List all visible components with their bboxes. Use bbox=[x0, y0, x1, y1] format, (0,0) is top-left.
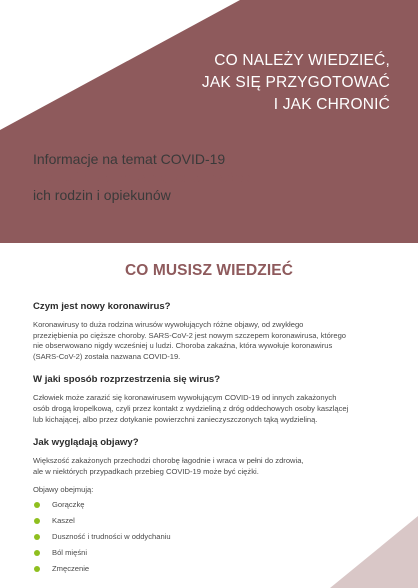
question-heading-1: Czym jest nowy koronawirus? bbox=[33, 301, 171, 312]
header-title-line-2: JAK SIĘ PRZYGOTOWAĆ bbox=[201, 74, 390, 91]
symptom-label: Kaszel bbox=[52, 516, 75, 526]
answer-1-line-1: Koronawirusy to duża rodzina wirusów wywołujących różne objawy, od zwykłego bbox=[33, 320, 304, 329]
question-heading-3: Jak wyglądają objawy? bbox=[33, 437, 139, 449]
answer-1-line-2: przeziębienia po cięższe choroby. SARS-CoV-2 jest nowym szczepem koronawirusa, którego bbox=[33, 330, 347, 340]
symptoms-lead: Objawy obejmują: bbox=[33, 485, 94, 495]
bullet-dot-icon bbox=[34, 518, 40, 524]
list-item bbox=[33, 532, 383, 548]
answer-paragraph-1 bbox=[33, 320, 383, 362]
symptom-label: Gorączkę bbox=[52, 500, 85, 510]
list-item bbox=[33, 500, 383, 516]
bullet-dot-icon bbox=[34, 534, 40, 540]
question-heading-2: W jaki sposób rozprzestrzenia się wirus? bbox=[33, 374, 221, 386]
symptoms-list bbox=[33, 500, 383, 580]
answer-3-line-1: Większość zakażonych przechodzi chorobę łagodnie i wraca w pełni do zdrowia, bbox=[33, 456, 304, 466]
intro-line-1: Informacje na temat COVID-19 bbox=[33, 151, 226, 167]
header-title-line-1: CO NALEŻY WIEDZIEĆ, bbox=[214, 52, 390, 69]
intro-line-3: ich rodzin i opiekunów bbox=[33, 187, 171, 203]
answer-3-line-2: ale w niektórych przypadkach przebieg COVID-19 może być ciężki. bbox=[33, 466, 259, 476]
bullet-dot-icon bbox=[34, 566, 40, 572]
intro-text bbox=[33, 150, 363, 204]
symptom-label: Duszność i trudności w oddychaniu bbox=[52, 532, 171, 542]
content-body bbox=[33, 301, 383, 580]
answer-1-line-3: nie obserwowano nigdy wcześniej u ludzi. Choroba zakaźna, która wywołuje koronawirus bbox=[33, 341, 333, 351]
bullet-dot-icon bbox=[34, 502, 40, 508]
list-item bbox=[33, 516, 383, 532]
header-title bbox=[90, 50, 390, 116]
header-band bbox=[0, 0, 418, 243]
answer-2-line-3: lub kichającej, albo przez dotykanie powierzchni zanieczyszczonych tąką wydzieliną. bbox=[33, 414, 318, 424]
symptom-label: Ból mięśni bbox=[52, 548, 88, 558]
answer-1-line-4: (SARS-CoV-2) została nazwana COVID-19. bbox=[33, 351, 181, 361]
answer-paragraph-3 bbox=[33, 456, 383, 477]
bullet-dot-icon bbox=[34, 550, 40, 556]
list-item bbox=[33, 564, 383, 580]
symptom-label: Zmęczenie bbox=[52, 564, 90, 574]
header-title-line-3: I JAK CHRONIĆ bbox=[273, 96, 390, 113]
answer-2-line-1: Człowiek może zarazić się koronawirusem wywołującym COVID-19 od innych zakażonych bbox=[33, 393, 337, 403]
answer-paragraph-2 bbox=[33, 393, 383, 425]
intro-line-2-highlight: dla osób z obniżoną odpornością, bbox=[33, 169, 259, 185]
list-item bbox=[33, 548, 383, 564]
section-title: CO MUSISZ WIEDZIEĆ bbox=[125, 262, 293, 279]
answer-2-line-2: osób drogą kropelkową, czyli przez kontakt z wydzieliną z dróg oddechowych osoby kaszlącej bbox=[33, 403, 349, 413]
